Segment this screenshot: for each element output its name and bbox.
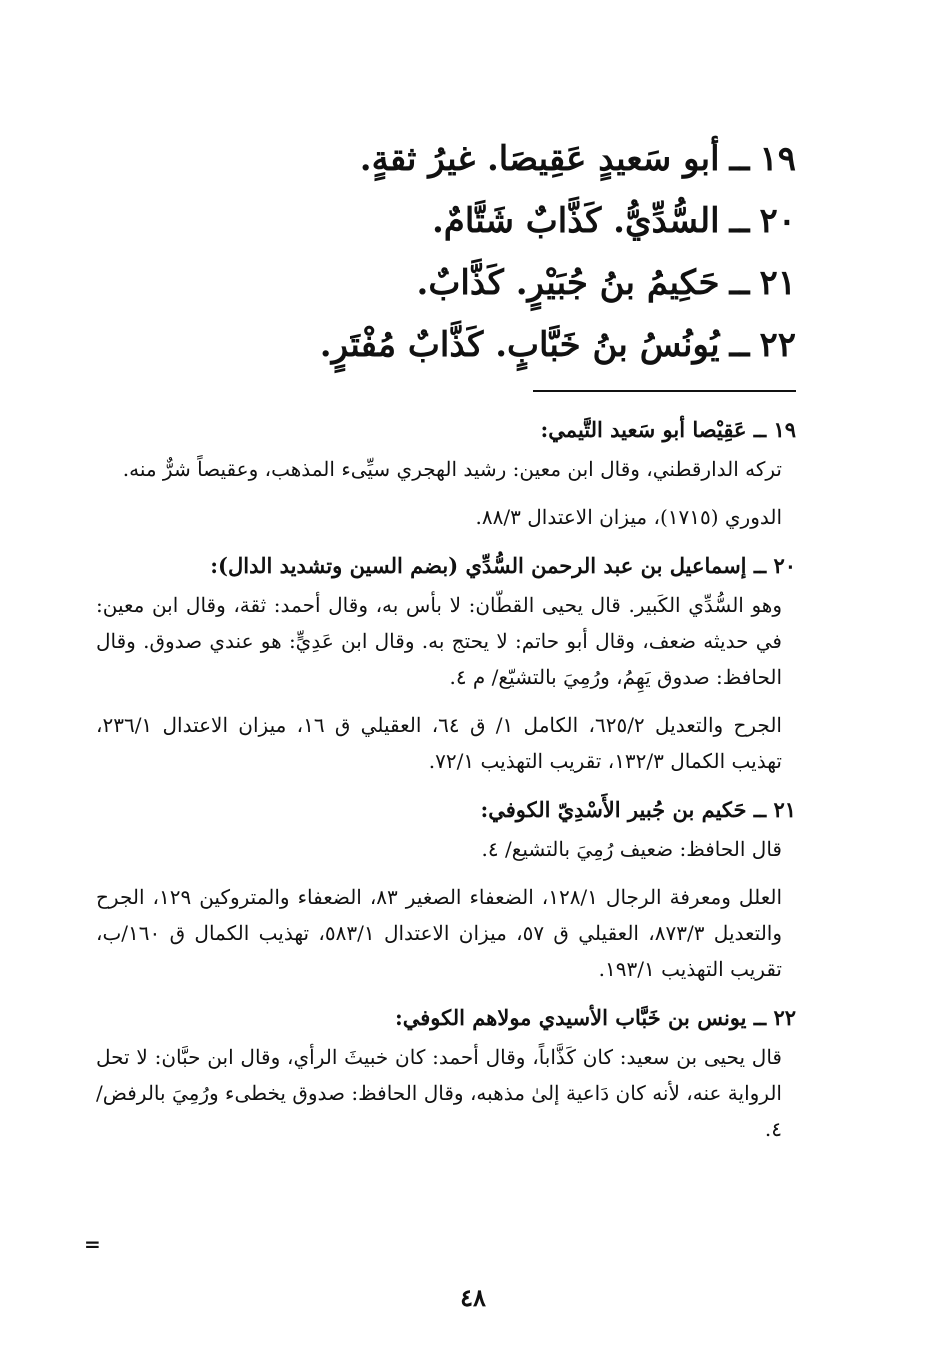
entry-dash: ــ <box>729 201 750 241</box>
footnote-22 <box>96 1001 796 1147</box>
main-entry-21 <box>136 252 796 314</box>
entry-dash: ــ <box>729 263 750 303</box>
footnote-references: العلل ومعرفة الرجال ١٢٨/١، الضعفاء الصغير ٨٣، الضعفاء والمتروكين ١٢٩، الجرح والتعديل ٨٧٣/٣، العقيلي ق ٥٧، ميزان الاعتدال ٥٨٣/١، تهذيب الكمال ق ١٦٠/ب، تقريب التهذيب ١٩٣/١. <box>96 885 783 981</box>
footnote-heading: ٢٠ ــ إسماعيل بن عبد الرحمن السُّدِّي (بضم السين وتشديد الدال): <box>210 553 796 578</box>
main-entry-19 <box>136 128 796 190</box>
entry-dash: ــ <box>729 139 750 179</box>
footnote-separator-rule <box>533 390 796 392</box>
main-entry-20 <box>136 190 796 252</box>
main-entry-22 <box>136 314 796 376</box>
footnote-body: وهو السُّدِّي الكَبير. قال يحيى القطّان: لا بأس به، وقال أحمد: ثقة، وقال ابن معين: في حديثه ضعف، وقال أبو حاتم: لا يحتج به. وقال ابن عَدِيٍّ: هو عندي صدوق. وقال الحافظ: صدوق يَهِمُ، ورُمِيَ بالتشيّع/ م ٤. <box>96 593 782 689</box>
entry-text: حَكِيمُ بنُ جُبَيْرٍ. كَذَّابٌ. <box>416 263 720 303</box>
footnote-heading: ٢٢ ــ يونس بن خَبَّاب الأسيدي مولاهم الكوفي: <box>395 1005 796 1030</box>
page-number: ٤٨ <box>460 1283 486 1312</box>
entry-text: السُّدِّيُّ. كَذَّابٌ شَتَّامٌ. <box>431 201 720 241</box>
footnotes <box>96 413 796 1147</box>
footnote-19 <box>96 413 796 535</box>
continuation-mark: = <box>84 1232 101 1256</box>
footnote-references: الجرح والتعديل ٦٢٥/٢، الكامل ١/ ق ٦٤، العقيلي ق ١٦، ميزان الاعتدال ٢٣٦/١، تهذيب الكمال ١٣٢/٣، تقريب التهذيب ٧٢/١. <box>96 713 782 773</box>
footnote-20 <box>96 549 796 779</box>
footnote-heading: ٢١ ــ حَكيم بن جُبير الأَسْدِيّ الكوفي: <box>480 797 796 822</box>
footnote-heading: ١٩ ــ عَقِيْصا أبو سَعيد التَّيمي: <box>540 417 796 442</box>
footnote-body: قال الحافظ: ضعيف رُمِيَ بالتشيع/ ٤. <box>481 837 782 861</box>
footnote-21 <box>96 793 796 987</box>
entry-number: ٢٠ <box>759 201 796 241</box>
entry-number: ٢٢ <box>759 325 796 365</box>
entry-text: أبو سَعيدٍ عَقِيصَا. غيرُ ثقةٍ. <box>359 139 720 179</box>
entry-text: يُونُسُ بنُ خَبَّابٍ. كَذَّابٌ مُفْتَرٍ. <box>319 325 720 365</box>
footnote-references: الدوري (١٧١٥)، ميزان الاعتدال ٨٨/٣. <box>475 505 782 529</box>
main-entry-list <box>136 128 796 376</box>
entry-number: ١٩ <box>759 139 796 179</box>
footnote-body: قال يحيى بن سعيد: كان كَذَّاباً، وقال أحمد: كان خبيثَ الرأي، وقال ابن حبَّان: لا تحل الرواية عنه، لأنه كان دَاعية إلىٰ مذهبه، وقال الحافظ: صدوق يخطىء ورُمِيَ بالرفض/ ٤. <box>96 1045 782 1141</box>
footnote-body: تركه الدارقطني، وقال ابن معين: رشيد الهجري سيِّىء المذهب، وعقيصاً شرٌّ منه. <box>122 457 782 481</box>
entry-dash: ــ <box>729 325 750 365</box>
entry-number: ٢١ <box>759 263 796 303</box>
